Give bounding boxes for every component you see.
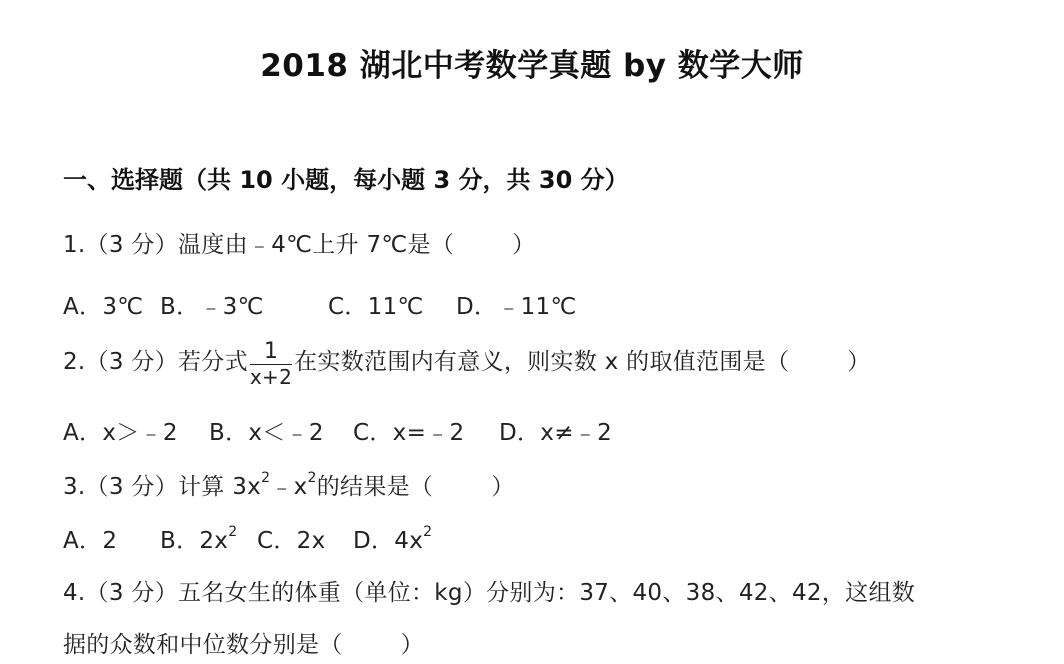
question-2-stem	[63, 338, 871, 387]
fraction-numerator: 1	[250, 340, 292, 365]
question-score: （3 分）	[85, 232, 178, 258]
close-paren: ）	[512, 232, 536, 258]
question-score: （3 分）	[85, 580, 178, 606]
fraction-denominator: x+2	[249, 365, 293, 389]
close-paren: ）	[491, 474, 515, 500]
document-title: 2018 湖北中考数学真题 by 数学大师	[260, 48, 804, 84]
question-text: 据的众数和中位数分别是（	[63, 632, 343, 658]
close-paren: ）	[400, 632, 424, 658]
option-d: D．x≠﹣2	[499, 420, 613, 446]
question-2-options	[63, 414, 612, 447]
question-number: 1.	[63, 232, 86, 258]
question-3-stem	[63, 468, 515, 501]
question-4-stem-line2	[63, 626, 424, 659]
option-a: A．2	[63, 528, 118, 554]
section-heading: 一、选择题（共 10 小题，每小题 3 分，共 30 分）	[63, 166, 629, 194]
option-b: B．$2x^2$	[160, 524, 238, 554]
question-text-post: 在实数范围内有意义，则实数 x 的取值范围是（	[294, 349, 790, 375]
option-a: A．3℃	[63, 294, 144, 320]
question-text: 五名女生的体重（单位：kg）分别为：37、40、38、42、42，这组数	[178, 580, 916, 606]
question-score: （3 分）	[85, 349, 178, 375]
question-number: 3.	[63, 474, 86, 500]
question-number: 2.	[63, 349, 86, 375]
question-score: （3 分）	[85, 474, 178, 500]
exponent: 2	[261, 470, 271, 487]
option-c: C．x=﹣2	[353, 420, 465, 446]
exponent: 2	[307, 470, 317, 487]
question-text-pre: 若分式	[178, 349, 248, 375]
option-d: D．﹣11℃	[456, 294, 577, 320]
fraction	[250, 340, 292, 389]
question-number: 4.	[63, 580, 86, 606]
option-c: C．11℃	[328, 294, 424, 320]
question-1-stem	[63, 226, 535, 259]
question-text-mid: ﹣x	[270, 474, 308, 500]
option-d: D．$4x^2$	[353, 524, 433, 554]
option-c: C．2x	[257, 528, 326, 554]
option-b: B．x＜﹣2	[209, 420, 324, 446]
option-a: A．x＞﹣2	[63, 420, 178, 446]
question-3-options	[63, 522, 432, 555]
question-1-options	[63, 288, 577, 321]
question-text-post: 的结果是（	[316, 474, 434, 500]
close-paren: ）	[847, 349, 871, 375]
question-text-pre: 计算 3x	[178, 474, 262, 500]
option-b: B．﹣3℃	[160, 294, 264, 320]
question-text: 温度由﹣4℃上升 7℃是（	[178, 232, 455, 258]
question-4-stem-line1	[63, 574, 915, 607]
